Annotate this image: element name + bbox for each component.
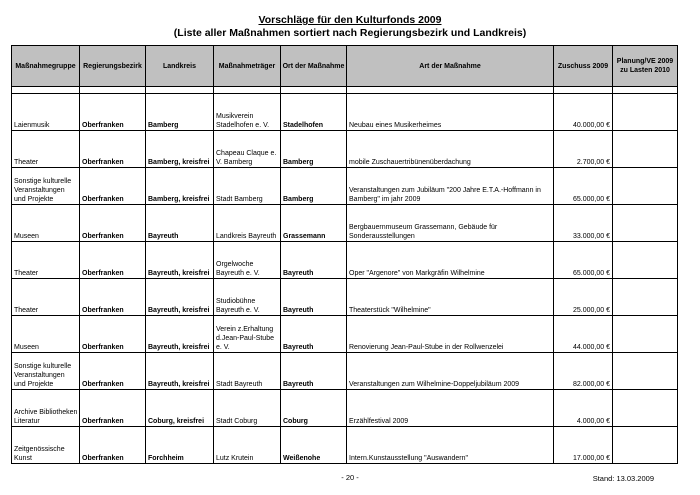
cell-ort: Bayreuth (281, 353, 347, 390)
cell-regierungsbezirk: Oberfranken (80, 316, 146, 353)
cell-massnahmetraeger: Verein z.Erhaltung d.Jean-Paul-Stube e. V. (214, 316, 281, 353)
cell-massnahmetraeger: Chapeau Claque e. V. Bamberg (214, 131, 281, 168)
cell-massnahmetraeger: Orgelwoche Bayreuth e. V. (214, 242, 281, 279)
cell-landkreis: Coburg, kreisfrei (146, 390, 214, 427)
cell-landkreis: Bayreuth, kreisfrei (146, 279, 214, 316)
cell-regierungsbezirk: Oberfranken (80, 205, 146, 242)
cell-zuschuss: 4.000,00 € (554, 390, 613, 427)
cell-art: mobile Zuschauertribünenüberdachung (347, 131, 554, 168)
cell-landkreis: Forchheim (146, 427, 214, 464)
cell-massnahmegruppe: Museen (12, 316, 80, 353)
cell-planung (613, 131, 678, 168)
cell-ort: Grassemann (281, 205, 347, 242)
cell-massnahmegruppe: Theater (12, 131, 80, 168)
cell-regierungsbezirk: Oberfranken (80, 168, 146, 205)
table-spacer-row (12, 87, 678, 94)
cell-planung (613, 168, 678, 205)
stand-date: Stand: 13.03.2009 (592, 474, 654, 483)
cell-zuschuss: 25.000,00 € (554, 279, 613, 316)
cell-landkreis: Bamberg, kreisfrei (146, 168, 214, 205)
page-number: - 20 - (341, 473, 359, 482)
cell-zuschuss: 44.000,00 € (554, 316, 613, 353)
cell-ort: Bamberg (281, 131, 347, 168)
cell-massnahmegruppe: Zeitgenössische Kunst (12, 427, 80, 464)
table-row (12, 390, 678, 427)
cell-planung (613, 94, 678, 131)
cell-massnahmetraeger: Stadt Coburg (214, 390, 281, 427)
cell-ort: Bayreuth (281, 279, 347, 316)
cell-art: Bergbauernmuseum Grassemann, Gebäude für Sonderausstellungen (347, 205, 554, 242)
cell-landkreis: Bayreuth, kreisfrei (146, 353, 214, 390)
cell-massnahmegruppe: Sonstige kulturelle Veranstaltungen und Projekte (12, 168, 80, 205)
cell-art: Veranstaltungen zum Wilhelmine-Doppeljubiläum 2009 (347, 353, 554, 390)
table-row (12, 242, 678, 279)
cell-landkreis: Bamberg (146, 94, 214, 131)
cell-ort: Bayreuth (281, 242, 347, 279)
cell-massnahmetraeger: Musikverein Stadelhofen e. V. (214, 94, 281, 131)
cell-regierungsbezirk: Oberfranken (80, 390, 146, 427)
cell-ort: Weißenohe (281, 427, 347, 464)
page-title: Vorschläge für den Kulturfonds 2009 (258, 14, 442, 26)
cell-planung (613, 316, 678, 353)
cell-landkreis: Bayreuth (146, 205, 214, 242)
cell-massnahmetraeger: Stadt Bamberg (214, 168, 281, 205)
cell-art: Erzählfestival 2009 (347, 390, 554, 427)
cell-massnahmegruppe: Sonstige kulturelle Veranstaltungen und Projekte (12, 353, 80, 390)
cell-regierungsbezirk: Oberfranken (80, 131, 146, 168)
table-row (12, 131, 678, 168)
cell-art: Intern.Kunstausstellung "Auswandern" (347, 427, 554, 464)
page-subtitle: (Liste aller Maßnahmen sortiert nach Regierungsbezirk und Landkreis) (173, 27, 527, 39)
col-header-zuschuss: Zuschuss 2009 (554, 46, 613, 87)
cell-ort: Stadelhofen (281, 94, 347, 131)
cell-regierungsbezirk: Oberfranken (80, 279, 146, 316)
cell-ort: Bayreuth (281, 316, 347, 353)
cell-zuschuss: 82.000,00 € (554, 353, 613, 390)
table-header-row (12, 46, 678, 87)
cell-landkreis: Bamberg, kreisfrei (146, 131, 214, 168)
col-header-massnahmetraeger: Maßnahmeträger (214, 46, 281, 87)
table-row (12, 316, 678, 353)
cell-art: Theaterstück "Wilhelmine" (347, 279, 554, 316)
col-header-ort: Ort der Maßnahme (281, 46, 347, 87)
cell-zuschuss: 2.700,00 € (554, 131, 613, 168)
measures-table (11, 45, 678, 464)
cell-planung (613, 353, 678, 390)
cell-art: Renovierung Jean-Paul-Stube in der Rollwenzelei (347, 316, 554, 353)
cell-massnahmegruppe: Theater (12, 242, 80, 279)
cell-massnahmegruppe: Theater (12, 279, 80, 316)
col-header-landkreis: Landkreis (146, 46, 214, 87)
cell-planung (613, 242, 678, 279)
cell-planung (613, 427, 678, 464)
cell-regierungsbezirk: Oberfranken (80, 353, 146, 390)
cell-massnahmetraeger: Lutz Krutein (214, 427, 281, 464)
cell-art: Oper "Argenore" von Markgräfin Wilhelmine (347, 242, 554, 279)
cell-zuschuss: 17.000,00 € (554, 427, 613, 464)
table-row (12, 205, 678, 242)
col-header-massnahmegruppe: Maßnahmegruppe (12, 46, 80, 87)
cell-zuschuss: 65.000,00 € (554, 168, 613, 205)
cell-ort: Bamberg (281, 168, 347, 205)
cell-art: Veranstaltungen zum Jubiläum "200 Jahre E.T.A.-Hoffmann in Bamberg" im jahr 2009 (347, 168, 554, 205)
cell-art: Neubau eines Musikerheimes (347, 94, 554, 131)
cell-zuschuss: 33.000,00 € (554, 205, 613, 242)
cell-massnahmegruppe: Archive Bibliotheken Literatur (12, 390, 80, 427)
cell-landkreis: Bayreuth, kreisfrei (146, 242, 214, 279)
table-row (12, 168, 678, 205)
cell-massnahmetraeger: Studiobühne Bayreuth e. V. (214, 279, 281, 316)
cell-massnahmegruppe: Museen (12, 205, 80, 242)
cell-landkreis: Bayreuth, kreisfrei (146, 316, 214, 353)
cell-planung (613, 279, 678, 316)
cell-regierungsbezirk: Oberfranken (80, 427, 146, 464)
cell-massnahmetraeger: Stadt Bayreuth (214, 353, 281, 390)
table-row (12, 94, 678, 131)
cell-zuschuss: 40.000,00 € (554, 94, 613, 131)
table-row (12, 279, 678, 316)
table-row (12, 353, 678, 390)
table-row (12, 427, 678, 464)
col-header-regierungsbezirk: Regierungsbezirk (80, 46, 146, 87)
col-header-planung: Planung/VE 2009 zu Lasten 2010 (613, 46, 678, 87)
cell-planung (613, 390, 678, 427)
cell-regierungsbezirk: Oberfranken (80, 94, 146, 131)
cell-massnahmegruppe: Laienmusik (12, 94, 80, 131)
cell-planung (613, 205, 678, 242)
col-header-art: Art der Maßnahme (347, 46, 554, 87)
cell-zuschuss: 65.000,00 € (554, 242, 613, 279)
cell-ort: Coburg (281, 390, 347, 427)
cell-regierungsbezirk: Oberfranken (80, 242, 146, 279)
cell-massnahmetraeger: Landkreis Bayreuth (214, 205, 281, 242)
